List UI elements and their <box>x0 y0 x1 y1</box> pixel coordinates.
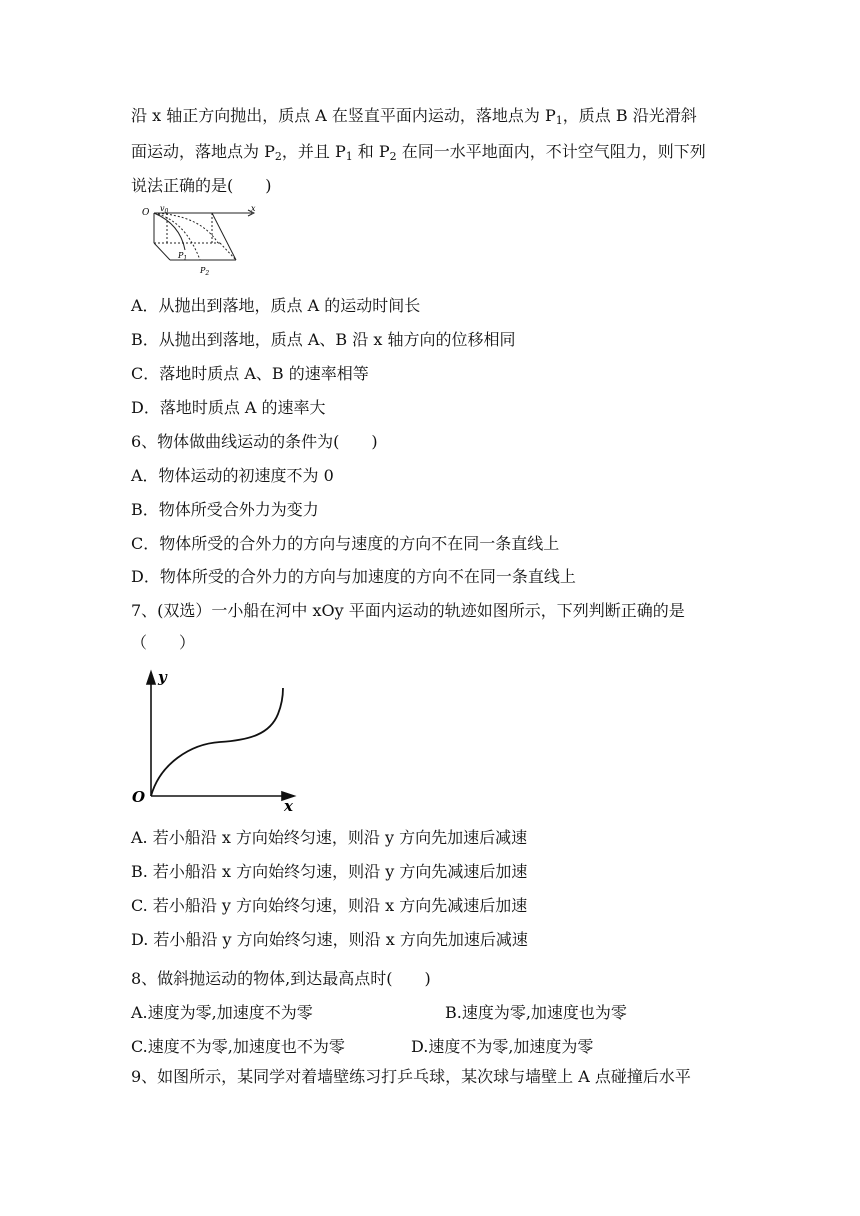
q5-option-d: D．落地时质点 A 的速率大 <box>131 398 326 417</box>
origin-label: O <box>132 788 146 806</box>
q7-trajectory-graph <box>130 664 310 814</box>
y-label: y <box>158 668 167 686</box>
q8-option-d: D.速度不为零,加速度为零 <box>411 1037 594 1056</box>
q5-text-line-2: 面运动，落地点为 $P_2$，并且 $P_1$ 和 $P_2$ 在同一水平地面内，不计空气阻力，则下列 <box>131 142 706 163</box>
q5-figure-incline <box>140 200 260 280</box>
p2-label: $P_2$ <box>200 266 210 277</box>
q7-stem-blank: （ ） <box>131 633 196 652</box>
q5-option-a: A．从抛出到落地，质点 A 的运动时间长 <box>131 296 421 315</box>
trajectory-b <box>154 213 200 260</box>
q6-option-c: C．物体所受的合外力的方向与速度的方向不在同一条直线上 <box>131 534 560 553</box>
trajectory-curve <box>154 213 185 250</box>
x-label: x <box>251 204 256 213</box>
q5-text-line-1: 沿 x 轴正方向抛出，质点 A 在竖直平面内运动，落地点为 $P_1$，质点 B 沿光滑斜 <box>131 106 697 127</box>
q8-option-c: C.速度不为零,加速度也不为零 <box>131 1037 345 1056</box>
q6-option-d: D．物体所受的合外力的方向与加速度的方向不在同一条直线上 <box>131 567 576 586</box>
q6-option-b: B．物体所受合外力为变力 <box>131 500 319 519</box>
q7-stem: 7、(双选）一小船在河中 xOy 平面内运动的轨迹如图所示，下列判断正确的是 <box>131 601 685 620</box>
boat-trajectory-curve <box>151 688 283 796</box>
q6-option-a: A．物体运动的初速度不为 0 <box>131 466 334 485</box>
origin-label: O <box>142 208 150 218</box>
p1-label: $P_1$ <box>178 251 188 262</box>
q7-option-c: C. 若小船沿 y 方向始终匀速，则沿 x 方向先减速后加速 <box>131 896 528 915</box>
q7-option-b: B. 若小船沿 x 方向始终匀速，则沿 y 方向先减速后加速 <box>131 862 528 881</box>
q5-option-c: C．落地时质点 A、B 的速率相等 <box>131 364 369 383</box>
v0-label: $v_0$ <box>160 204 169 215</box>
q8-option-a: A.速度为零,加速度不为零 <box>131 1003 313 1022</box>
q6-stem: 6、物体做曲线运动的条件为( ) <box>131 432 378 451</box>
x-label: x <box>284 797 293 814</box>
q7-option-a: A. 若小船沿 x 方向始终匀速，则沿 y 方向先加速后减速 <box>131 828 528 847</box>
q8-stem: 8、做斜抛运动的物体,到达最高点时( ) <box>131 969 431 988</box>
q7-option-d: D. 若小船沿 y 方向始终匀速，则沿 x 方向先加速后减速 <box>131 930 528 949</box>
incline-edge <box>212 213 236 260</box>
base-left-edge <box>154 243 170 260</box>
q9-stem: 9、如图所示，某同学对着墙壁练习打乒乓球，某次球与墙壁上 A 点碰撞后水平 <box>131 1067 691 1086</box>
q8-option-b: B.速度为零,加速度也为零 <box>445 1003 627 1022</box>
q5-text-line-3: 说法正确的是( ) <box>131 176 272 195</box>
q5-option-b: B．从抛出到落地，质点 A、B 沿 x 轴方向的位移相同 <box>131 330 516 349</box>
y-axis-arrow <box>147 672 155 684</box>
